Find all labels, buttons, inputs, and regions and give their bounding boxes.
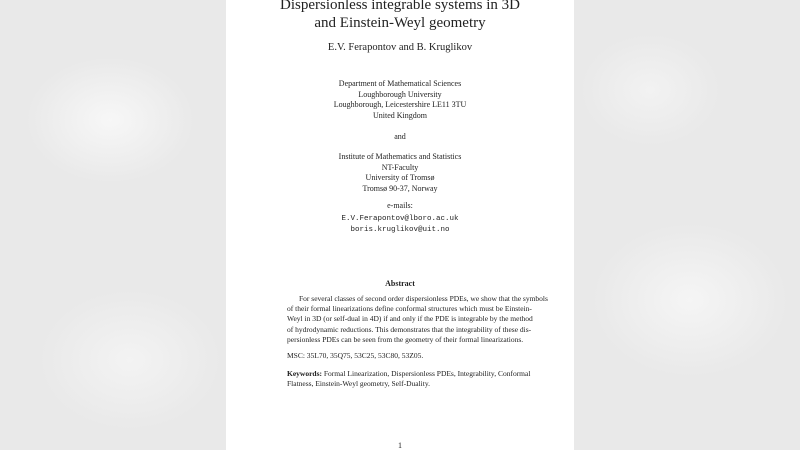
keywords-line-2: Flatness, Einstein-Weyl geometry, Self-Duality. xyxy=(287,379,430,389)
affiliation-line: Tromsø 90-37, Norway xyxy=(362,183,438,193)
affiliation-line: Institute of Mathematics and Statistics xyxy=(338,152,462,161)
keywords xyxy=(287,369,574,389)
paper-page xyxy=(226,0,574,450)
abstract-body xyxy=(287,294,573,345)
affiliation-line: University of Tromsø xyxy=(365,173,435,182)
emails-label: e-mails: xyxy=(387,201,413,210)
and-separator: and xyxy=(394,132,406,141)
email-list xyxy=(226,214,574,235)
abstract-line: For several classes of second order dispersionless PDEs, we show that the symbols xyxy=(299,294,548,303)
paper-title-line-2: and Einstein-Weyl geometry xyxy=(314,15,486,31)
page-number: 1 xyxy=(398,441,402,450)
paper-title-line-1: Dispersionless integrable systems in 3D xyxy=(280,0,520,13)
msc-classification: MSC: 35L70, 35Q75, 53C25, 53C80, 53Z05. xyxy=(287,351,424,360)
affiliation-tromso xyxy=(226,152,574,194)
keywords-label: Keywords: xyxy=(287,369,322,378)
keywords-line-1: Formal Linearization, Dispersionless PDEs, Integrability, Conformal xyxy=(323,369,531,378)
affiliation-line: Loughborough, Leicestershire LE11 3TU xyxy=(333,100,467,109)
abstract-line: of their formal linearizations define conformal structures which must be Einstein- xyxy=(287,304,532,314)
email-kruglikov: boris.kruglikov@uit.no xyxy=(350,225,450,234)
affiliation-line: United Kingdom xyxy=(373,110,427,120)
abstract-heading: Abstract xyxy=(385,279,415,288)
affiliation-line: Loughborough University xyxy=(358,89,442,99)
affiliation-loughborough xyxy=(226,79,574,121)
abstract-line: Weyl in 3D (or self-dual in 4D) if and only if the PDE is integrable by the method xyxy=(287,314,533,324)
affiliation-line: Department of Mathematical Sciences xyxy=(338,79,462,88)
abstract-line: persionless PDEs can be seen from the geometry of their formal linearizations. xyxy=(287,334,524,344)
authors: E.V. Ferapontov and B. Kruglikov xyxy=(327,42,473,53)
email-ferapontov: E.V.Ferapontov@lboro.ac.uk xyxy=(341,215,459,223)
affiliation-line: NT-Faculty xyxy=(381,162,419,172)
abstract-line: of hydrodynamic reductions. This demonstrates that the integrability of these dis- xyxy=(287,324,532,334)
